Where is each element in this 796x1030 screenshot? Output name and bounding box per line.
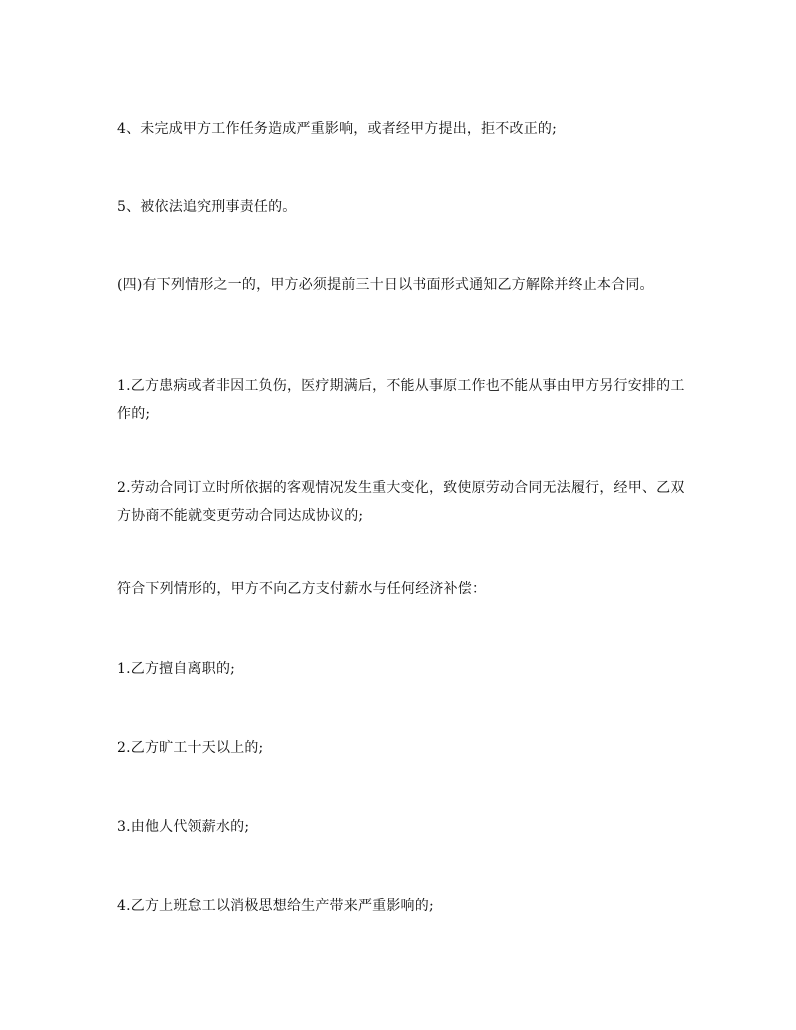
paragraph-item-2-absenteeism: 2.乙方旷工十天以上的; — [117, 740, 264, 756]
paragraph-no-compensation-heading: 符合下列情形的，甲方不向乙方支付薪水与任何经济补偿： — [117, 581, 487, 597]
paragraph-item-1-unauthorized-leave: 1.乙方擅自离职的; — [117, 661, 236, 677]
paragraph-item-4-work-slowdown: 4.乙方上班怠工以消极思想给生产带来严重影响的; — [117, 898, 434, 914]
paragraph-section-four-heading: (四)有下列情形之一的，甲方必须提前三十日以书面形式通知乙方解除并终止本合同。 — [117, 277, 654, 293]
paragraph-item-5-criminal-liability: 5、被依法追究刑事责任的。 — [117, 199, 297, 215]
paragraph-item-4-serious-impact: 4、未完成甲方工作任务造成严重影响，或者经甲方提出，拒不改正的; — [117, 121, 558, 137]
paragraph-item-2-circumstance-change: 2.劳动合同订立时所依据的客观情况发生重大变化，致使原劳动合同无法履行，经甲、乙双方协商不能就变更劳动合同达成协议的; — [117, 480, 685, 524]
paragraph-item-1-illness-injury: 1.乙方患病或者非因工负伤，医疗期满后，不能从事原工作也不能从事由甲方另行安排的工作的; — [117, 378, 685, 422]
paragraph-item-3-proxy-salary: 3.由他人代领薪水的; — [117, 819, 250, 835]
